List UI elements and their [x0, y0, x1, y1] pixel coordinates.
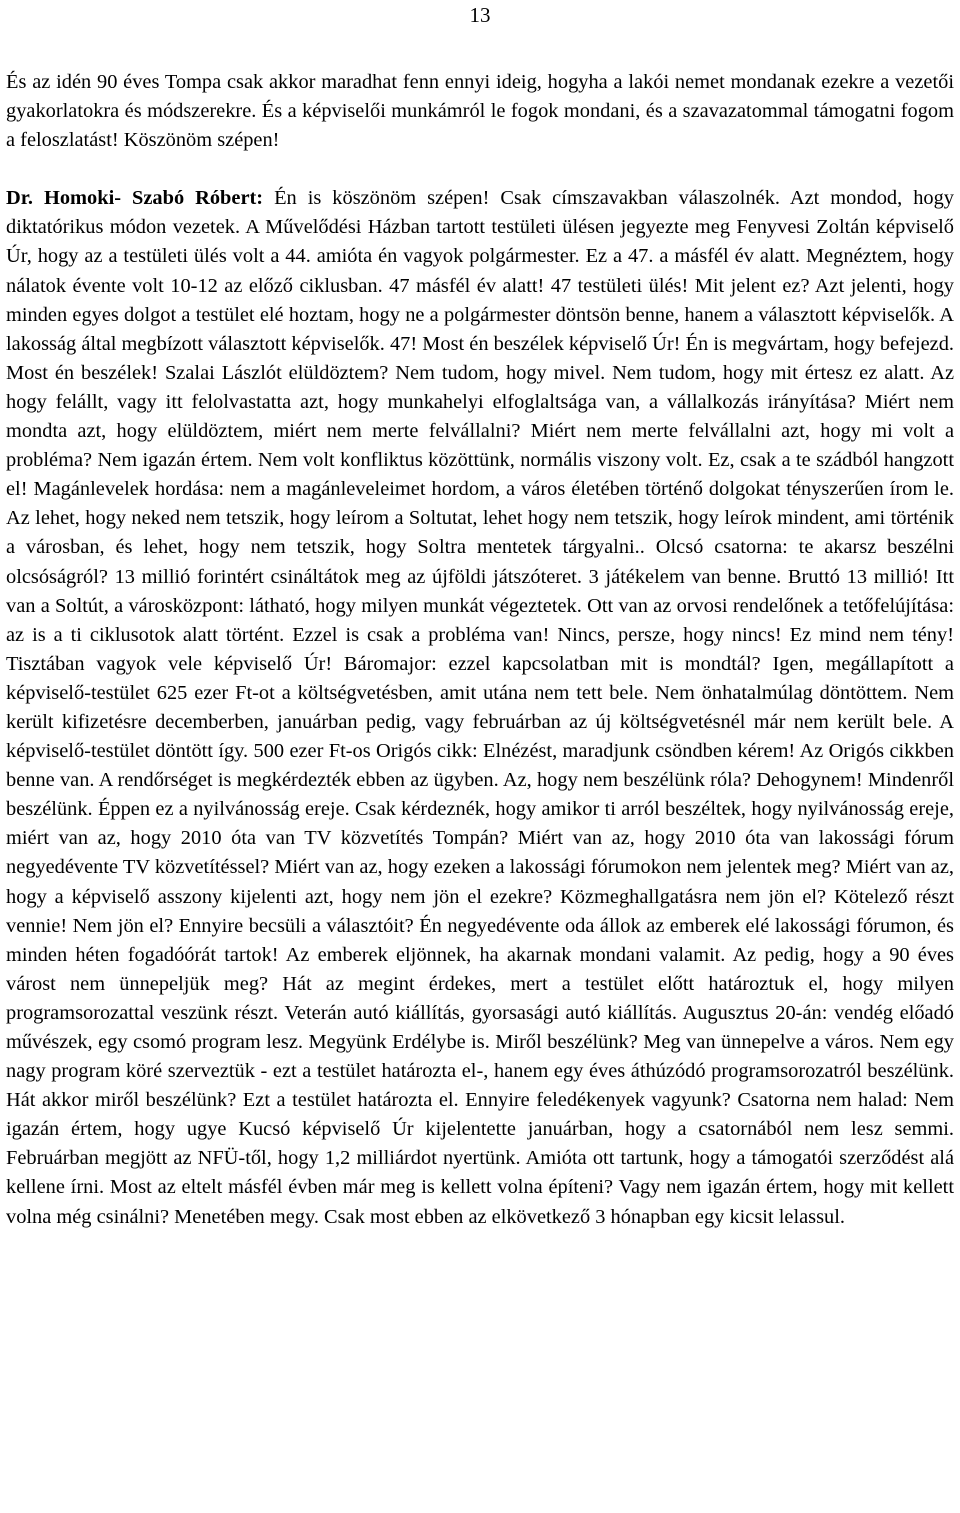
paragraph-speaker-reply — [6, 184, 954, 1231]
paragraph-intro — [6, 68, 954, 155]
page-number: 13 — [469, 3, 491, 27]
document-body — [6, 68, 954, 1232]
paragraph-text: És az idén 90 éves Tompa csak akkor maradhat fenn ennyi ideig, hogyha a lakói nemet mondanak ezekre a vezetői gyakorlatokra és módszerekre. És a képviselői munkámról le fogok mondani, és a szavazatommal támogatni fogom a feloszlatást! Köszönöm szépen! — [6, 71, 954, 152]
paragraph-text: Én is köszönöm szépen! Csak címszavakban válaszolnék. Azt mondod, hogy diktatórikus módon vezetek. A Művelődési Házban tartott testületi ülésen jegyezte meg Fenyvesi Zoltán képviselő Úr, hogy az a testületi ülés volt a 44. amióta én vagyok polgármester. Ez a 47. a másfél év alatt. Megnéztem, hogy nálatok évente volt 10-12 az előző ciklusban. 47 másfél év alatt! 47 testületi ülés! Mit jelent ez? Azt jelenti, hogy minden egyes dolgot a testület elé hoztam, hogy ne a polgármester döntsön benne, hanem a választott képviselők. A lakosság által megbízott választott képviselők. 47! Most én beszélek képviselő Úr! Én is megvártam, hogy befejezd. Most én beszélek! Szalai Lászlót elüldöztem? Nem tudom, hogy mivel. Nem tudom, hogy mit értesz ez alatt. Az hogy felállt, vagy itt felolvastatta azt, hogy munkahelyi elfoglaltsága van, a vállalkozás irányítása? Miért nem mondta azt, hogy elüldöztem, miért nem merte felvállalni? Miért nem merte felvállalni azt, hogy mi volt a probléma? Nem igazán értem. Nem volt konfliktus közöttünk, normális viszony volt. Ez, csak a te szádból hangzott el! Magánlevelek hordása: nem a magánleveleimet hordom, a város életében történő dolgokat tényszerűen írom le. Az lehet, hogy neked nem tetszik, hogy leírom a Soltutat, lehet hogy nem tetszik, hogy leírok mindent, ami történik a városban, és lehet, hogy nem tetszik, hogy Soltra mentetek tárgyalni.. Olcsó csatorna: te akarsz beszélni olcsóságról? 13 millió forintért csináltátok meg az újföldi játszóteret. 3 játékelem van benne. Bruttó 13 millió! Itt van a Soltút, a városközpont: látható, hogy milyen munkát végeztetek. Ott van az orvosi rendelőnek a tetőfelújítása: az is a ti ciklusotok alatt történt. Ezzel is csak a probléma van! Nincs, persze, hogy nincs! Ez mind nem tény! Tisztában vagyok vele képviselő Úr! Báromajor: ezzel kapcsolatban mit is mondtál? Igen, megállapított a képviselő-testület 625 ezer Ft-ot a költségvetésben, amit utána nem tett bele. Nem önhatalmúlag döntöttem. Nem került kifizetésre decemberben, januárban pedig, vagy februárban az új költségvetésnél már nem került bele. A képviselő-testület döntött így. 500 ezer Ft-os Origós cikk: Elnézést, maradjunk csöndben kérem! Az Origós cikkben benne van. A rendőrséget is megkérdezték ebben az ügyben. Az, hogy nem beszélünk róla? Dehogynem! Mindenről beszélünk. Éppen ez a nyilvánosság ereje. Csak kérdeznék, hogy amikor ti arról beszéltek, hogy nyilvánosság ereje, miért van az, hogy 2010 óta van TV közvetítés Tompán? Miért van az, hogy 2010 óta van lakossági fórum negyedévente TV közvetítéssel? Miért van az, hogy ezeken a lakossági fórumokon nem jelentek meg? Miért van az, hogy a képviselő asszony kijelenti azt, hogy nem jön el ezekre? Közmeghallgatásra nem jön el? Kötelező részt vennie! Nem jön el? Ennyire becsüli a választóit? Én negyedévente oda állok az emberek elé lakossági fórumon, és minden héten fogadóórát tartok! Az emberek eljönnek, ha akarnak mondani valamit. Az pedig, hogy a 90 éves várost nem ünnepeljük meg? Hát az megint érdekes, mert a testület előtt határoztuk el, hogy milyen programsorozattal veszünk részt. Veterán autó kiállítás, gyorsasági autó kiállítás. Augusztus 20-án: vendég előadó művészek, egy csomó program lesz. Megyünk Erdélybe is. Miről beszélünk? Meg van ünnepelve a város. Nem egy nagy program köré szerveztük - ezt a testület határozta el-, hanem egy éves áthúzódó programsorozatról beszélünk. Hát akkor miről beszélünk? Ezt a testület határozta el. Ennyire feledékenyek vagyunk? Csatorna nem halad: Nem igazán értem, hogy ugye Kucsó képviselő Úr kijelentette januárban, hogy a csatornából nem lesz semmi. Februárban megjött az NFÜ-től, hogy 1,2 milliárdot nyertünk. Amióta ott tartunk, hogy a támogatói szerződést alá kellene írni. Most az eltelt másfél évben már meg is kellett volna építeni? Vagy nem igazán értem, hogy mit kellett volna még csinálni? Menetében megy. Csak most ebben az elkövetkező 3 hónapban egy kicsit lelassul. — [6, 187, 954, 1228]
speaker-name: Dr. Homoki- Szabó Róbert: — [6, 187, 264, 210]
